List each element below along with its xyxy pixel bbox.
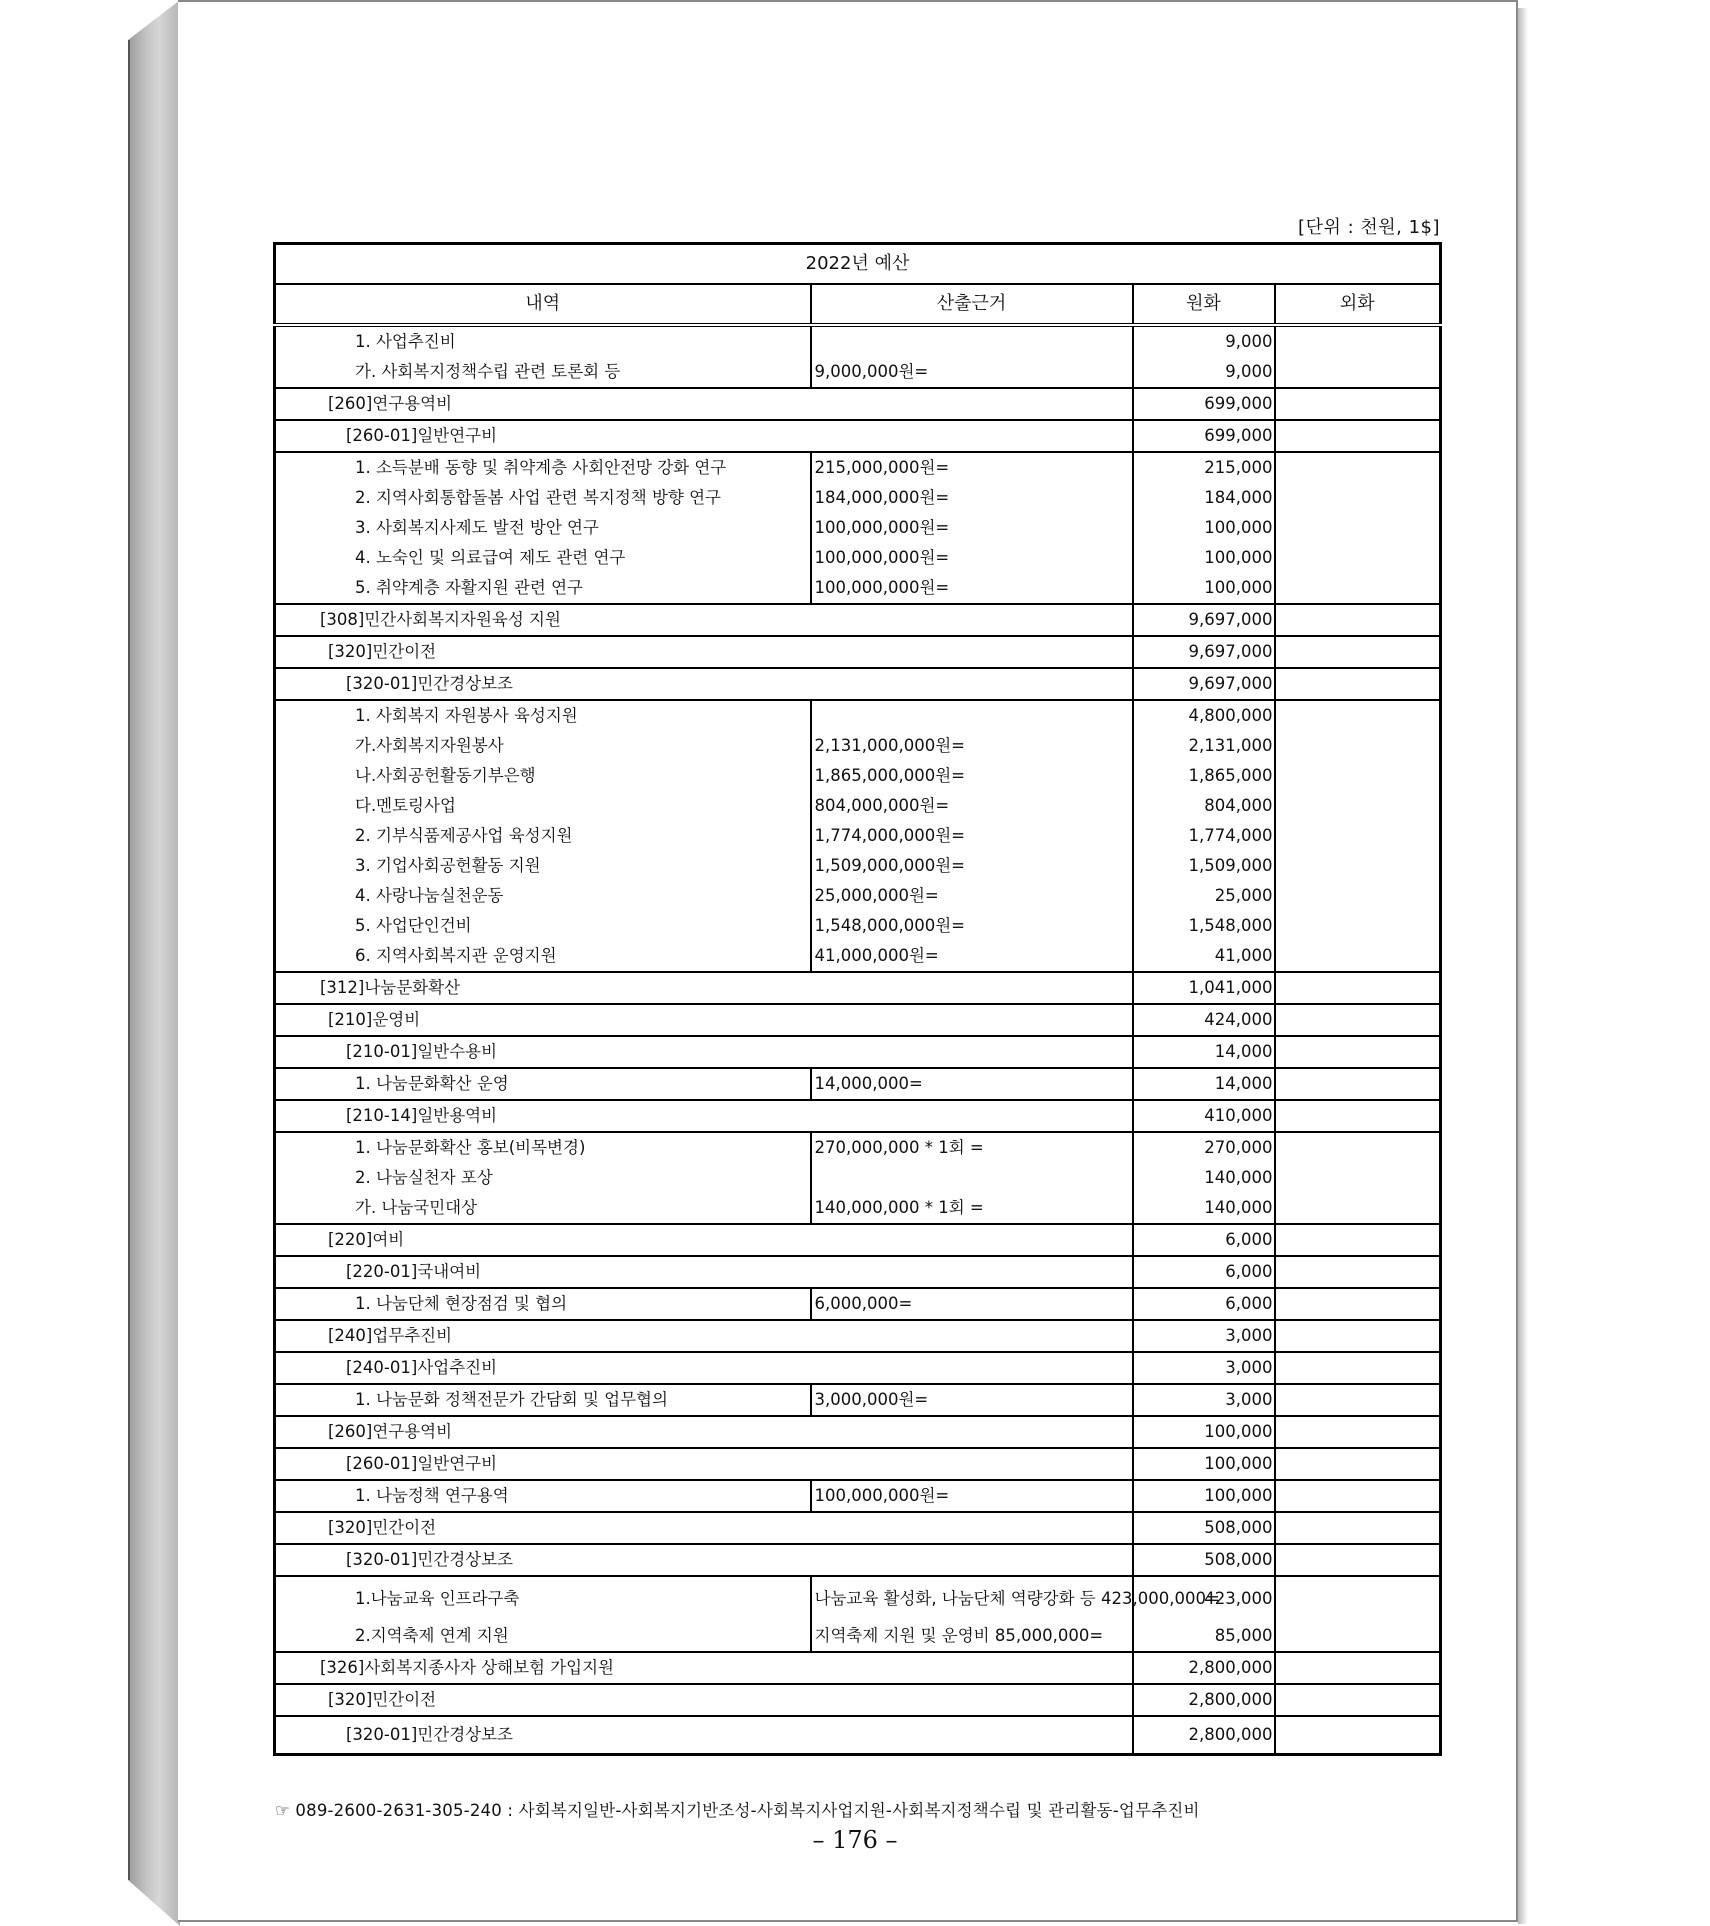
row-krw: 2,800,000 xyxy=(1133,1652,1275,1684)
row-krw: 100,000 xyxy=(1133,543,1275,573)
row-item: 다.멘토링사업 xyxy=(275,791,811,821)
row-item: [260-01]일반연구비 xyxy=(275,420,1133,452)
row-krw: 1,865,000 xyxy=(1133,761,1275,791)
row-basis: 9,000,000원= xyxy=(811,357,1133,388)
row-item: 1. 나눔정책 연구용역 xyxy=(275,1480,811,1512)
row-item: [326]사회복지종사자 상해보험 가입지원 xyxy=(275,1652,1133,1684)
row-foreign xyxy=(1275,911,1441,941)
row-krw: 25,000 xyxy=(1133,881,1275,911)
row-basis: 1,774,000,000원= xyxy=(811,821,1133,851)
row-krw: 423,000 xyxy=(1133,1576,1275,1621)
row-krw: 9,697,000 xyxy=(1133,636,1275,668)
row-foreign xyxy=(1275,791,1441,821)
row-item: 가.사회복지자원봉사 xyxy=(275,731,811,761)
row-item: [210-14]일반용역비 xyxy=(275,1100,1133,1132)
row-item: 1. 나눔문화확산 홍보(비목변경) xyxy=(275,1132,811,1163)
table-title: 2022년 예산 xyxy=(275,244,1441,285)
row-item: 3. 기업사회공헌활동 지원 xyxy=(275,851,811,881)
header-foreign: 외화 xyxy=(1275,284,1441,325)
row-item: 1. 나눔문화확산 운영 xyxy=(275,1068,811,1100)
row-foreign xyxy=(1275,483,1441,513)
row-foreign xyxy=(1275,851,1441,881)
book-spine xyxy=(128,0,180,1926)
table-row xyxy=(275,573,1441,604)
table-row xyxy=(275,1652,1441,1684)
row-item: 2. 지역사회통합돌봄 사업 관련 복지정책 방향 연구 xyxy=(275,483,811,513)
table-row xyxy=(275,1193,1441,1224)
table-row xyxy=(275,543,1441,573)
row-item: [220]여비 xyxy=(275,1224,1133,1256)
row-krw: 508,000 xyxy=(1133,1512,1275,1544)
row-foreign xyxy=(1275,1256,1441,1288)
table-row xyxy=(275,483,1441,513)
table-row xyxy=(275,700,1441,731)
account-code-footnote: ☞ 089-2600-2631-305-240 : 사회복지일반-사회복지기반조성-사회복지사업지원-사회복지정책수립 및 관리활동-업무추진비 xyxy=(275,1801,1200,1820)
row-foreign xyxy=(1275,1716,1441,1755)
row-krw: 699,000 xyxy=(1133,420,1275,452)
row-foreign xyxy=(1275,1448,1441,1480)
row-item: 1. 나눔문화 정책전문가 간담회 및 업무협의 xyxy=(275,1384,811,1416)
row-foreign xyxy=(1275,636,1441,668)
table-row xyxy=(275,1544,1441,1576)
row-krw: 9,000 xyxy=(1133,357,1275,388)
row-item: 4. 사랑나눔실천운동 xyxy=(275,881,811,911)
row-foreign xyxy=(1275,1416,1441,1448)
row-krw: 6,000 xyxy=(1133,1256,1275,1288)
table-row xyxy=(275,1684,1441,1716)
row-krw: 424,000 xyxy=(1133,1004,1275,1036)
row-krw: 100,000 xyxy=(1133,1448,1275,1480)
row-basis: 215,000,000원= xyxy=(811,452,1133,483)
row-foreign xyxy=(1275,1652,1441,1684)
row-basis: 184,000,000원= xyxy=(811,483,1133,513)
row-basis: 나눔교육 활성화, 나눔단체 역량강화 등 423,000,000= xyxy=(811,1576,1133,1621)
table-row xyxy=(275,388,1441,420)
row-item: [320-01]민간경상보조 xyxy=(275,1716,1133,1755)
row-krw: 699,000 xyxy=(1133,388,1275,420)
row-krw: 2,131,000 xyxy=(1133,731,1275,761)
row-item: [320-01]민간경상보조 xyxy=(275,1544,1133,1576)
row-krw: 100,000 xyxy=(1133,1416,1275,1448)
row-krw: 3,000 xyxy=(1133,1320,1275,1352)
table-row xyxy=(275,1480,1441,1512)
row-basis: 41,000,000원= xyxy=(811,941,1133,972)
row-item: [220-01]국내여비 xyxy=(275,1256,1133,1288)
row-foreign xyxy=(1275,1512,1441,1544)
table-row xyxy=(275,1448,1441,1480)
row-basis: 6,000,000= xyxy=(811,1288,1133,1320)
row-foreign xyxy=(1275,668,1441,700)
row-item: 6. 지역사회복지관 운영지원 xyxy=(275,941,811,972)
table-row xyxy=(275,1132,1441,1163)
table-row xyxy=(275,1384,1441,1416)
row-item: [320-01]민간경상보조 xyxy=(275,668,1133,700)
row-foreign xyxy=(1275,1036,1441,1068)
row-krw: 2,800,000 xyxy=(1133,1684,1275,1716)
row-item: 가. 나눔국민대상 xyxy=(275,1193,811,1224)
row-basis: 100,000,000원= xyxy=(811,1480,1133,1512)
row-krw: 1,041,000 xyxy=(1133,972,1275,1004)
row-item: 가. 사회복지정책수립 관련 토론회 등 xyxy=(275,357,811,388)
row-krw: 6,000 xyxy=(1133,1288,1275,1320)
table-row xyxy=(275,604,1441,636)
row-foreign xyxy=(1275,325,1441,357)
row-krw: 140,000 xyxy=(1133,1163,1275,1193)
row-foreign xyxy=(1275,1193,1441,1224)
row-krw: 6,000 xyxy=(1133,1224,1275,1256)
header-basis: 산출근거 xyxy=(811,284,1133,325)
row-krw: 9,697,000 xyxy=(1133,604,1275,636)
row-item: [312]나눔문화확산 xyxy=(275,972,1133,1004)
row-foreign xyxy=(1275,1684,1441,1716)
row-krw: 85,000 xyxy=(1133,1621,1275,1652)
row-basis: 14,000,000= xyxy=(811,1068,1133,1100)
row-basis: 100,000,000원= xyxy=(811,543,1133,573)
row-basis: 2,131,000,000원= xyxy=(811,731,1133,761)
row-foreign xyxy=(1275,420,1441,452)
row-krw: 9,000 xyxy=(1133,325,1275,357)
row-krw: 1,774,000 xyxy=(1133,821,1275,851)
row-item: [320]민간이전 xyxy=(275,636,1133,668)
table-row xyxy=(275,761,1441,791)
row-krw: 100,000 xyxy=(1133,1480,1275,1512)
table-row xyxy=(275,1068,1441,1100)
row-foreign xyxy=(1275,1384,1441,1416)
table-row xyxy=(275,881,1441,911)
row-item: 3. 사회복지사제도 발전 방안 연구 xyxy=(275,513,811,543)
row-foreign xyxy=(1275,1004,1441,1036)
row-krw: 184,000 xyxy=(1133,483,1275,513)
row-item: 5. 사업단인건비 xyxy=(275,911,811,941)
row-item: 2. 나눔실천자 포상 xyxy=(275,1163,811,1193)
table-row xyxy=(275,791,1441,821)
row-basis: 270,000,000 * 1회 = xyxy=(811,1132,1133,1163)
table-row xyxy=(275,325,1441,357)
table-row xyxy=(275,851,1441,881)
row-krw: 270,000 xyxy=(1133,1132,1275,1163)
row-item: [260]연구용역비 xyxy=(275,1416,1133,1448)
row-basis: 25,000,000원= xyxy=(811,881,1133,911)
table-row xyxy=(275,1004,1441,1036)
row-basis: 지역축제 지원 및 운영비 85,000,000= xyxy=(811,1621,1133,1652)
row-krw: 140,000 xyxy=(1133,1193,1275,1224)
row-item: 1. 소득분배 동향 및 취약계층 사회안전망 강화 연구 xyxy=(275,452,811,483)
row-item: [260-01]일반연구비 xyxy=(275,1448,1133,1480)
table-row xyxy=(275,1100,1441,1132)
row-basis: 140,000,000 * 1회 = xyxy=(811,1193,1133,1224)
row-krw: 1,509,000 xyxy=(1133,851,1275,881)
row-foreign xyxy=(1275,821,1441,851)
row-krw: 4,800,000 xyxy=(1133,700,1275,731)
table-row xyxy=(275,1163,1441,1193)
book-spine-edge xyxy=(128,40,130,1880)
table-row xyxy=(275,452,1441,483)
row-basis: 804,000,000원= xyxy=(811,791,1133,821)
table-row xyxy=(275,1036,1441,1068)
row-foreign xyxy=(1275,700,1441,731)
row-krw: 3,000 xyxy=(1133,1352,1275,1384)
row-foreign xyxy=(1275,604,1441,636)
row-item: 2.지역축제 연계 지원 xyxy=(275,1621,811,1652)
table-row xyxy=(275,941,1441,972)
table-row xyxy=(275,1576,1441,1621)
row-item: 1.나눔교육 인프라구축 xyxy=(275,1576,811,1621)
row-item: [240-01]사업추진비 xyxy=(275,1352,1133,1384)
row-krw: 14,000 xyxy=(1133,1036,1275,1068)
row-foreign xyxy=(1275,452,1441,483)
page-number: – 176 – xyxy=(812,1826,898,1854)
header-item: 내역 xyxy=(275,284,811,325)
row-basis: 100,000,000원= xyxy=(811,573,1133,604)
table-row xyxy=(275,668,1441,700)
header-krw: 원화 xyxy=(1133,284,1275,325)
row-item: [240]업무추진비 xyxy=(275,1320,1133,1352)
row-krw: 14,000 xyxy=(1133,1068,1275,1100)
table-row xyxy=(275,731,1441,761)
row-basis: 1,548,000,000원= xyxy=(811,911,1133,941)
unit-label: [단위 : 천원, 1$] xyxy=(1298,217,1440,238)
table-row xyxy=(275,972,1441,1004)
row-foreign xyxy=(1275,388,1441,420)
table-row xyxy=(275,911,1441,941)
row-item: [308]민간사회복지자원육성 지원 xyxy=(275,604,1133,636)
row-foreign xyxy=(1275,1480,1441,1512)
table-row xyxy=(275,1224,1441,1256)
page-shadow xyxy=(1518,8,1528,1924)
row-krw: 100,000 xyxy=(1133,573,1275,604)
table-row xyxy=(275,1621,1441,1652)
row-krw: 410,000 xyxy=(1133,1100,1275,1132)
table-row xyxy=(275,513,1441,543)
row-krw: 804,000 xyxy=(1133,791,1275,821)
row-item: 1. 사업추진비 xyxy=(275,325,811,357)
row-foreign xyxy=(1275,1352,1441,1384)
row-foreign xyxy=(1275,1163,1441,1193)
row-foreign xyxy=(1275,1224,1441,1256)
row-item: 1. 나눔단체 현장점검 및 협의 xyxy=(275,1288,811,1320)
row-foreign xyxy=(1275,1576,1441,1621)
table-row xyxy=(275,1716,1441,1755)
row-item: [210-01]일반수용비 xyxy=(275,1036,1133,1068)
budget-table xyxy=(273,242,1442,1756)
table-row xyxy=(275,1352,1441,1384)
table-row xyxy=(275,1288,1441,1320)
row-foreign xyxy=(1275,941,1441,972)
table-row xyxy=(275,1512,1441,1544)
row-item: 4. 노숙인 및 의료급여 제도 관련 연구 xyxy=(275,543,811,573)
row-item: 1. 사회복지 자원봉사 육성지원 xyxy=(275,700,811,731)
table-row xyxy=(275,1320,1441,1352)
row-krw: 2,800,000 xyxy=(1133,1716,1275,1755)
row-foreign xyxy=(1275,573,1441,604)
row-krw: 3,000 xyxy=(1133,1384,1275,1416)
row-foreign xyxy=(1275,1320,1441,1352)
row-foreign xyxy=(1275,972,1441,1004)
row-foreign xyxy=(1275,543,1441,573)
row-krw: 215,000 xyxy=(1133,452,1275,483)
table-header-row xyxy=(275,284,1441,325)
row-foreign xyxy=(1275,513,1441,543)
row-foreign xyxy=(1275,1100,1441,1132)
row-item: 5. 취약계층 자활지원 관련 연구 xyxy=(275,573,811,604)
row-basis: 3,000,000원= xyxy=(811,1384,1133,1416)
table-row xyxy=(275,1416,1441,1448)
table-row xyxy=(275,420,1441,452)
row-item: [320]민간이전 xyxy=(275,1512,1133,1544)
row-foreign xyxy=(1275,881,1441,911)
row-krw: 9,697,000 xyxy=(1133,668,1275,700)
row-basis xyxy=(811,1163,1133,1193)
table-row xyxy=(275,1256,1441,1288)
table-row xyxy=(275,821,1441,851)
row-foreign xyxy=(1275,357,1441,388)
row-basis xyxy=(811,700,1133,731)
row-basis: 100,000,000원= xyxy=(811,513,1133,543)
row-basis xyxy=(811,325,1133,357)
row-foreign xyxy=(1275,1132,1441,1163)
row-foreign xyxy=(1275,731,1441,761)
row-item: [320]민간이전 xyxy=(275,1684,1133,1716)
row-foreign xyxy=(1275,1288,1441,1320)
row-basis: 1,509,000,000원= xyxy=(811,851,1133,881)
table-row xyxy=(275,357,1441,388)
row-foreign xyxy=(1275,761,1441,791)
row-krw: 1,548,000 xyxy=(1133,911,1275,941)
row-krw: 508,000 xyxy=(1133,1544,1275,1576)
row-foreign xyxy=(1275,1544,1441,1576)
row-basis: 1,865,000,000원= xyxy=(811,761,1133,791)
row-item: [210]운영비 xyxy=(275,1004,1133,1036)
row-krw: 41,000 xyxy=(1133,941,1275,972)
row-item: [260]연구용역비 xyxy=(275,388,1133,420)
row-item: 2. 기부식품제공사업 육성지원 xyxy=(275,821,811,851)
row-foreign xyxy=(1275,1068,1441,1100)
row-foreign xyxy=(1275,1621,1441,1652)
row-krw: 100,000 xyxy=(1133,513,1275,543)
row-item: 나.사회공헌활동기부은행 xyxy=(275,761,811,791)
table-row xyxy=(275,636,1441,668)
